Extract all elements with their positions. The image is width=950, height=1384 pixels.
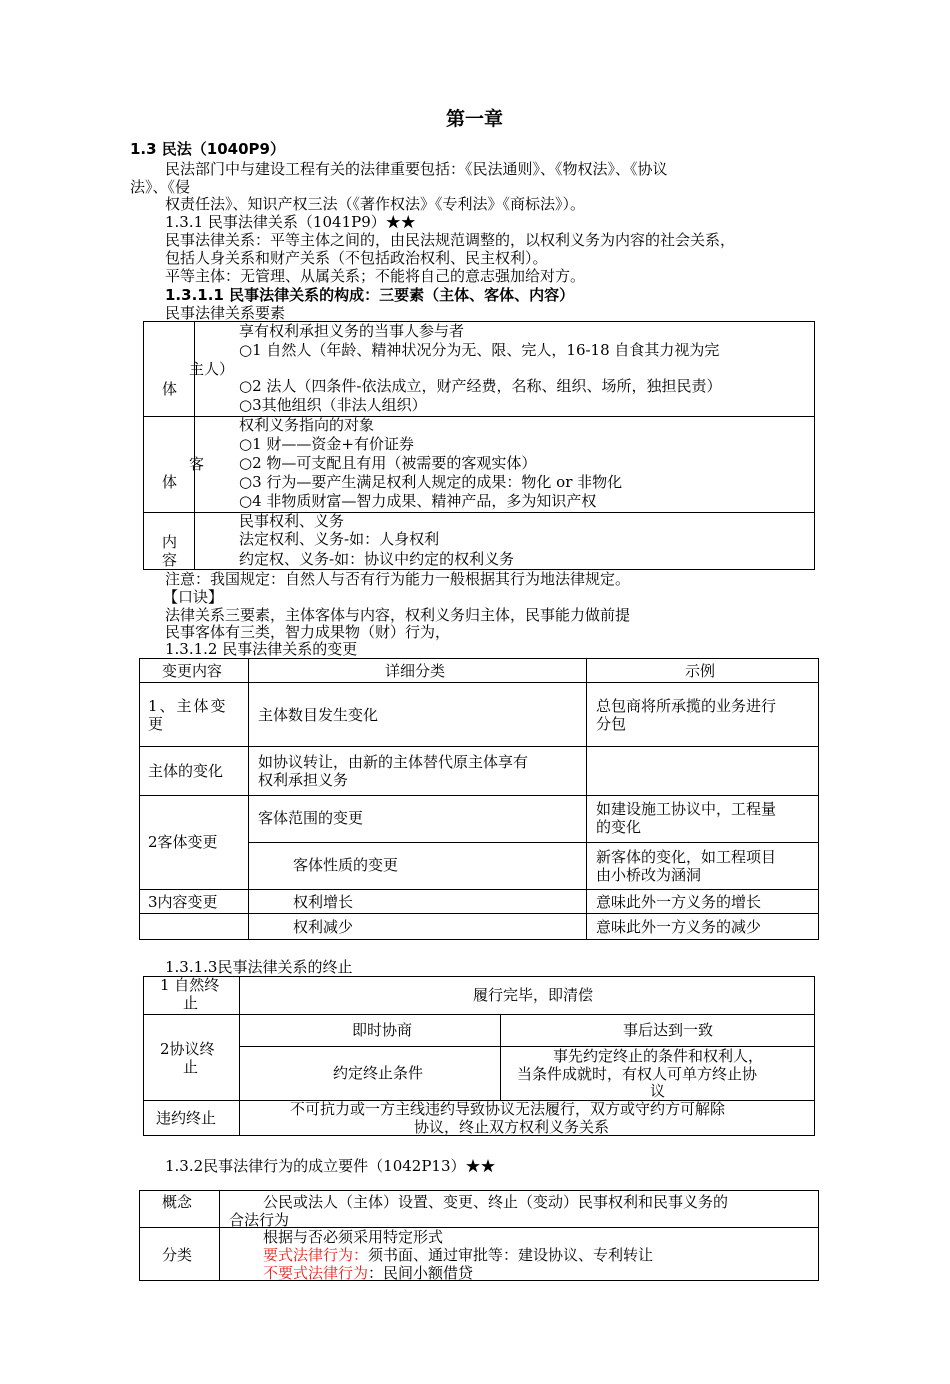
required-form-act-label: 要式法律行为： (263, 1246, 369, 1264)
table-cell: 当条件成就时，有权人可单方终止协 (517, 1065, 758, 1083)
section-heading-1-3-1-1: 1.3.1.1 民事法律关系的构成：三要素（主体、客体、内容） (165, 286, 575, 304)
non-required-form-act-label: 不要式法律行为 (263, 1264, 369, 1282)
table-cell: 客体性质的变更 (293, 856, 399, 874)
table-cell: 议 (650, 1082, 666, 1100)
table-cell: 止 (183, 994, 199, 1012)
table-caption: 民事法律关系要素 (165, 304, 286, 322)
table-cell: 1 自然终 (160, 976, 220, 994)
table-cell: 1、主体变 (148, 697, 228, 715)
table-cell (263, 1264, 473, 1282)
table-cell: 更 (148, 715, 164, 733)
table-cell: 分包 (596, 715, 627, 733)
intro-paragraph-line: 权责任法》、知识产权三法（《著作权法》《专利法》《商标法》）。 (165, 195, 586, 213)
section-heading-1-3-1-2: 1.3.1.2 民事法律关系的变更 (165, 640, 358, 658)
object-line: ○1 财——资金+有价证券 (239, 435, 414, 453)
content-label: 容 (162, 551, 178, 569)
table-cell: 客体范围的变更 (258, 809, 364, 827)
object-line: ○4 非物质财富—智力成果、精神产品，多为知识产权 (239, 492, 597, 510)
non-required-form-act-text: ：民间小额借贷 (368, 1264, 474, 1282)
column-header: 示例 (685, 662, 716, 680)
table-cell: 合法行为 (229, 1211, 290, 1229)
mnemonic-line: 民事客体有三类，智力成果物（财）行为， (165, 623, 451, 641)
table-cell: 权利增长 (293, 893, 354, 911)
table-cell: 根据与否必须采用特定形式 (263, 1228, 444, 1246)
definition-line: 民事法律关系：平等主体之间的，由民法规范调整的，以权利义务为内容的社会关系， (165, 231, 736, 249)
content-line: 民事权利、义务 (239, 512, 345, 530)
object-label: 客 (189, 455, 205, 473)
content-label: 内 (162, 533, 178, 551)
table-cell: 止 (183, 1058, 199, 1076)
table-cell: 事先约定终止的条件和权利人， (553, 1047, 764, 1065)
object-label: 体 (162, 473, 178, 491)
table-cell: 概念 (162, 1193, 193, 1211)
table-cell: 2协议终 (160, 1040, 215, 1058)
table-cell: 主体的变化 (148, 762, 224, 780)
section-heading-1-3-2: 1.3.2民事法律行为的成立要件（1042P13）★★ (165, 1157, 496, 1175)
table-cell: 不可抗力或一方主线违约导致协议无法履行，双方或守约方可解除 (290, 1100, 726, 1118)
subject-line: ○3其他组织（非法人组织） (239, 396, 427, 414)
subject-line: 人） (204, 360, 235, 378)
subject-line: ○1 自然人（年龄、精神状况分为无、限、完人，16-18 自食其力视为完 (239, 341, 720, 359)
object-line: ○2 物—可支配且有用（被需要的客观实体） (239, 454, 537, 472)
column-header: 变更内容 (162, 662, 223, 680)
definition-line: 平等主体：无管理、从属关系；不能将自己的意志强加给对方。 (165, 267, 586, 285)
table-cell: 事后达到一致 (623, 1021, 714, 1039)
mnemonic-title: 【口诀】 (163, 588, 224, 606)
note: 注意：我国规定：自然人与否有行为能力一般根据其行为地法律规定。 (165, 570, 631, 588)
table-cell: 如协议转让，由新的主体替代原主体享有 (258, 753, 529, 771)
table-cell: 主体数目发生变化 (258, 706, 379, 724)
intro-paragraph-line: 法》、《侵 (130, 178, 191, 196)
mnemonic-line: 法律关系三要素，主体客体与内容，权利义务归主体，民事能力做前提 (165, 606, 631, 624)
intro-paragraph-line: 民法部门中与建设工程有关的法律重要包括：《民法通则》、《物权法》、《协议 (165, 160, 668, 178)
object-line: 权利义务指向的对象 (239, 416, 375, 434)
table-cell: 履行完毕，即清偿 (473, 986, 594, 1004)
table-cell: 协议，终止双方权利义务关系 (414, 1118, 610, 1136)
table-cell: 新客体的变化，如工程项目 (596, 848, 777, 866)
table-cell: 总包商将所承揽的业务进行 (596, 697, 777, 715)
subject-label: 主 (189, 360, 205, 378)
table-cell: 如建设施工协议中，工程量 (596, 800, 777, 818)
table-cell: 即时协商 (352, 1021, 413, 1039)
table-cell: 公民或法人（主体）设置、变更、终止（变动）民事权利和民事义务的 (263, 1193, 729, 1211)
subject-label: 体 (162, 380, 178, 398)
table-cell: 3内容变更 (148, 893, 218, 911)
section-heading-1-3-1: 1.3.1 民事法律关系（1041P9）★★ (165, 213, 416, 231)
table-cell: 分类 (162, 1246, 193, 1264)
definition-line: 包括人身关系和财产关系（不包括政治权利、民主权利）。 (165, 249, 548, 267)
table-cell: 2客体变更 (148, 833, 218, 851)
table-cell: 意味此外一方义务的减少 (596, 918, 762, 936)
content-line: 约定权、义务-如：协议中约定的权利义务 (239, 550, 515, 568)
table-cell: 的变化 (596, 818, 642, 836)
table-cell (263, 1246, 653, 1264)
page-title: 第一章 (446, 108, 504, 130)
table-cell: 权利承担义务 (258, 771, 349, 789)
table-cell: 约定终止条件 (333, 1064, 424, 1082)
table-cell: 违约终止 (156, 1109, 217, 1127)
table-cell: 权利减少 (293, 918, 354, 936)
section-heading-1-3: 1.3 民法（1040P9） (130, 140, 285, 158)
column-header: 详细分类 (385, 662, 446, 680)
subject-line: 享有权利承担义务的当事人参与者 (239, 322, 465, 340)
section-heading-1-3-1-3: 1.3.1.3民事法律关系的终止 (165, 958, 353, 976)
content-line: 法定权利、义务-如：人身权利 (239, 530, 440, 548)
table-cell: 由小桥改为涵洞 (596, 866, 702, 884)
object-line: ○3 行为—要产生满足权利人规定的成果：物化 or 非物化 (239, 473, 623, 491)
required-form-act-text: 须书面、通过审批等：建设协议、专利转让 (368, 1246, 654, 1264)
table-cell: 意味此外一方义务的增长 (596, 893, 762, 911)
subject-line: ○2 法人（四条件-依法成立，财产经费，名称、组织、场所，独担民责） (239, 377, 722, 395)
